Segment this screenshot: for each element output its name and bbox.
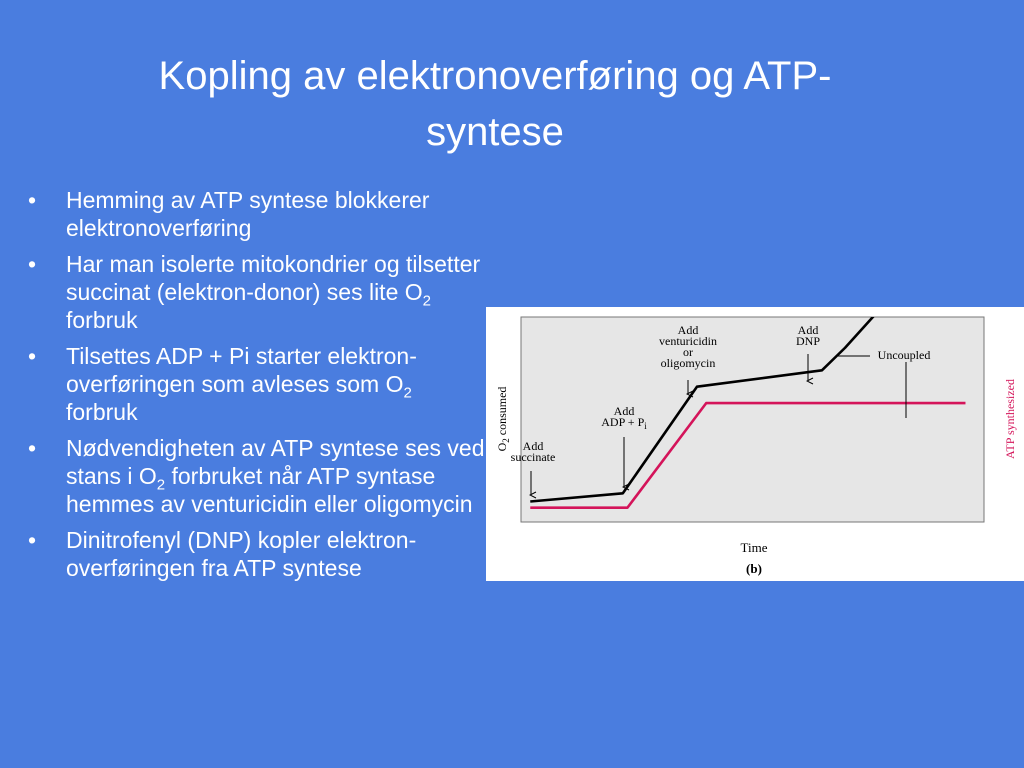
annotation-line: succinate: [510, 450, 556, 464]
bullet-text: Dinitrofenyl (DNP) kopler elektron-overføringen fra ATP syntese: [66, 527, 417, 581]
annotation-subscript: i: [644, 421, 647, 431]
slide-title-line-2: syntese: [426, 110, 564, 154]
bullet-text: Har man isolerte mitokondrier og tilsetter succinat (elektron-donor) ses lite O: [66, 251, 481, 305]
annotation-line: Add: [797, 323, 819, 337]
bullet-text-end: forbruk: [66, 307, 138, 333]
bullet-text: Nødvendigheten av ATP syntese ses ved stans i O: [66, 435, 485, 489]
bullet-text: Tilsettes ADP + Pi starter elektron-overføringen som avleses som O: [66, 343, 417, 397]
annotation-line: or: [683, 345, 693, 359]
slide-title-line-1: Kopling av elektronoverføring og ATP-: [158, 54, 832, 98]
bullet-dot: •: [28, 527, 37, 553]
bullet-text: Hemming av ATP syntese blokkerer elektronoverføring: [66, 187, 430, 241]
subscript: 2: [422, 292, 431, 310]
subscript: 2: [403, 384, 412, 402]
annotation-uncoupled: [878, 348, 931, 362]
annotation-line: Add: [677, 323, 699, 337]
bullet-item: [28, 186, 488, 242]
y-axis-label-sub: 2: [501, 438, 511, 443]
annotation-line: Add: [613, 404, 635, 418]
bullet-item: [28, 250, 488, 334]
annotation-line: ADP + P: [601, 415, 645, 429]
slide-title: [60, 48, 930, 160]
bullet-dot: •: [28, 251, 37, 277]
bullet-dot: •: [28, 187, 37, 213]
annotation-line: Add: [522, 439, 544, 453]
chart-svg: [486, 307, 1024, 581]
subscript: 2: [156, 476, 166, 494]
y-axis-label-left: [495, 387, 511, 452]
bullet-text-end: forbruk: [66, 399, 138, 425]
annotation-line: Uncoupled: [877, 348, 931, 362]
bullet-text-end: forbruket når ATP syntase hemmes av venturicidin eller oligomycin: [66, 463, 473, 517]
y-axis-label-rest: consumed: [495, 386, 509, 439]
bullet-item: [28, 434, 488, 518]
y-axis-label-main: O: [495, 442, 509, 452]
bullet-dot: •: [28, 343, 37, 369]
y-axis-label-right: ATP synthesized: [1003, 379, 1017, 459]
bullet-item: [28, 526, 488, 582]
oxygen-consumption-figure: [486, 307, 1024, 581]
x-axis-label: Time: [740, 540, 768, 555]
panel-label: (b): [746, 561, 762, 576]
bullet-dot: •: [28, 435, 37, 461]
bullet-item: [28, 342, 488, 426]
annotation-add-dnp: [796, 323, 820, 348]
annotation-line: DNP: [795, 334, 821, 348]
annotation-line: oligomycin: [660, 356, 716, 370]
annotation-line: venturicidin: [659, 334, 717, 348]
bullet-list: [28, 186, 488, 590]
